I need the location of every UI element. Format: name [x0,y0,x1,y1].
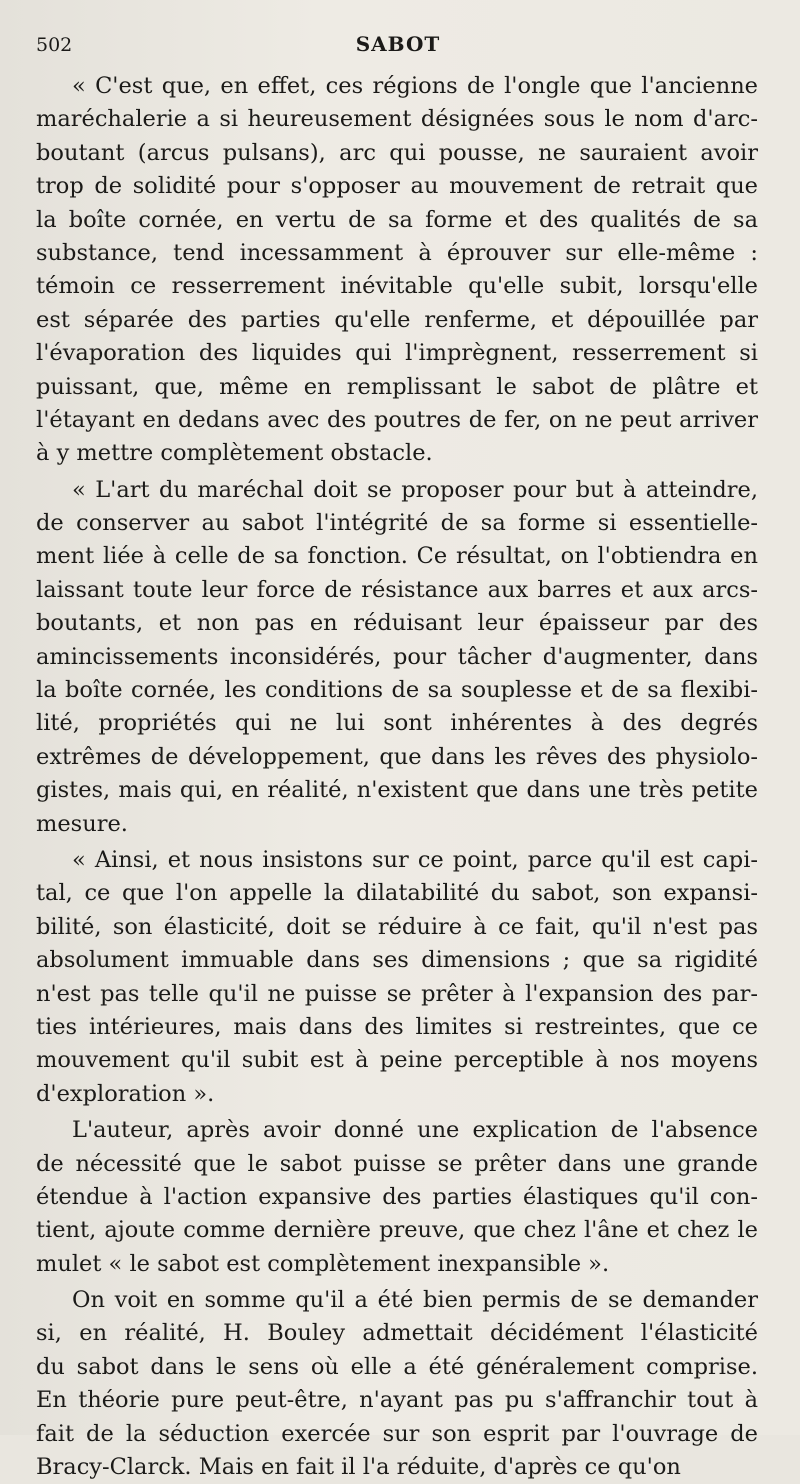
text-line: extrêmes de développement, que dans les rêves des physiolo- [36,743,758,770]
text-line: boutant (arcus pulsans), arc qui pousse, ne sauraient avoir [36,139,758,166]
body-text [36,70,758,1484]
text-line: En théorie pure peut-être, n'ayant pas pu s'affranchir tout à [36,1387,758,1414]
text-line: est séparée des parties qu'elle renferme, et dépouillée par [36,306,758,333]
text-line: d'exploration ». [36,1080,215,1107]
text-line: la boîte cornée, en vertu de sa forme et des qualités de sa [36,206,758,233]
text-line: ties intérieures, mais dans des limites si restreintes, que ce [36,1013,758,1040]
text-line: n'est pas telle qu'il ne puisse se prêter à l'expansion des par- [36,980,758,1007]
text-line: mulet « le sabot est complètement inexpansible ». [36,1250,610,1277]
text-line: fait de la séduction exercée sur son esprit par l'ouvrage de [36,1420,758,1447]
text-line: bilité, son élasticité, doit se réduire à ce fait, qu'il n'est pas [36,913,758,940]
text-line: de nécessité que le sabot puisse se prêter dans une grande [36,1150,758,1177]
text-line: trop de solidité pour s'opposer au mouvement de retrait que [36,173,758,200]
text-line: laissant toute leur force de résistance aux barres et aux arcs- [36,576,758,603]
text-line: « C'est que, en effet, ces régions de l'ongle que l'ancienne [72,73,758,99]
page-header [36,30,760,60]
paragraph [36,474,758,841]
paragraph [36,844,758,1111]
text-line: tient, ajoute comme dernière preuve, que chez l'âne et chez le [36,1217,758,1244]
paragraph [36,1114,758,1281]
text-line: absolument immuable dans ses dimensions ; que sa rigidité [36,947,758,974]
text-line: étendue à l'action expansive des parties élastiques qu'il con- [36,1183,758,1210]
text-line: substance, tend incessamment à éprouver sur elle-même : [36,239,758,266]
text-line: la boîte cornée, les conditions de sa souplesse et de sa flexibi- [36,677,758,704]
text-line: « L'art du maréchal doit se proposer pour but à atteindre, [72,476,758,503]
text-line: amincissements inconsidérés, pour tâcher d'augmenter, dans [36,643,758,670]
text-line: de conserver au sabot l'intégrité de sa forme si essentielle- [36,510,758,537]
text-line: gistes, mais qui, en réalité, n'existent que dans une très petite [36,777,758,804]
text-line: lité, propriétés qui ne lui sont inhérentes à des degrés [36,710,758,737]
text-line: du sabot dans le sens où elle a été généralement comprise. [36,1353,758,1380]
text-line: l'étayant en dedans avec des poutres de fer, on ne peut arriver [36,406,758,433]
paragraph [36,70,758,471]
text-line: témoin ce resserrement inévitable qu'elle subit, lorsqu'elle [36,273,758,300]
text-line: L'auteur, après avoir donné une explication de l'absence [72,1117,758,1144]
text-line: ment liée à celle de sa fonction. Ce résultat, on l'obtiendra en [36,543,758,570]
text-line: puissant, que, même en remplissant le sabot de plâtre et [36,373,758,400]
text-line: l'évaporation des liquides qui l'imprègnent, resserrement si [36,340,758,367]
text-line: boutants, et non pas en réduisant leur épaisseur par des [36,610,758,637]
page-number: 502 [36,34,73,56]
running-title: SABOT [355,32,441,56]
text-line: « Ainsi, et nous insistons sur ce point, parce qu'il est capi- [72,846,758,873]
text-line: tal, ce que l'on appelle la dilatabilité du sabot, son expansi- [36,880,758,907]
text-line: mesure. [36,810,128,837]
text-line: maréchalerie a si heureusement désignées sous le nom d'arc- [36,106,758,133]
text-line: On voit en somme qu'il a été bien permis de se demander [72,1287,758,1314]
text-line: si, en réalité, H. Bouley admettait décidément l'élasticité [36,1320,758,1347]
text-line: mouvement qu'il subit est à peine perceptible à nos moyens [36,1047,758,1074]
paragraph [36,1284,758,1484]
text-line: Bracy-Clarck. Mais en fait il l'a réduite, d'après ce qu'on [36,1454,681,1481]
text-line: à y mettre complètement obstacle. [36,440,433,467]
